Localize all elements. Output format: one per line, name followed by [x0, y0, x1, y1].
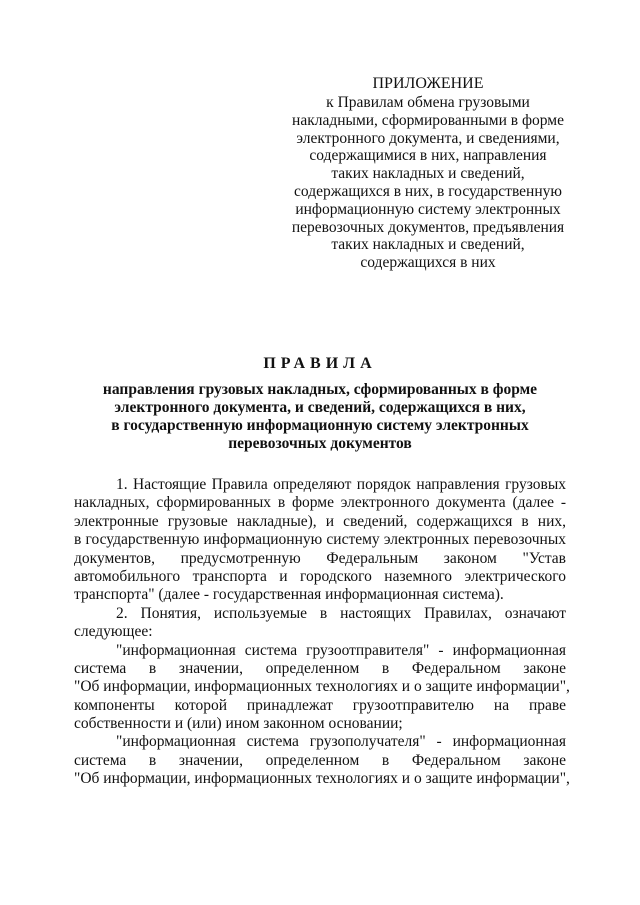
- appendix-line: информационную систему электронных: [295, 200, 561, 218]
- text-line: 1. Настоящие Правила определяют порядок направления грузовых: [116, 476, 566, 493]
- text-line: "информационная система грузоотправителя" - информационная: [116, 641, 566, 659]
- subtitle-line: в государственную информационную систему электронных: [111, 417, 529, 434]
- paragraph-4: [74, 733, 570, 788]
- text-line: система в значении, определенном в Федеральном законе: [74, 659, 566, 677]
- appendix-line: перевозочных документов, предъявления: [291, 218, 565, 236]
- appendix-heading: ПРИЛОЖЕНИЕ: [372, 75, 484, 92]
- text-line: 2. Понятия, используемые в настоящих Правилах, означают: [116, 604, 566, 622]
- rules-subtitle: [74, 381, 566, 453]
- text-line: "информационная система грузополучателя" - информационная: [116, 733, 566, 751]
- text-line: документов, предусмотренную Федеральным законом "Устав: [74, 549, 566, 567]
- appendix-line: содержащихся в них, в государственную: [294, 182, 562, 200]
- appendix-line: накладными, сформированными в форме: [292, 111, 564, 129]
- text-line: электронные грузовые накладные), и сведений, содержащихся в них,: [74, 512, 566, 530]
- paragraph-3: [74, 641, 570, 734]
- text-line: накладных, сформированных в форме электронного документа (далее -: [74, 494, 566, 512]
- appendix-line: содержащихся в них: [360, 254, 496, 272]
- subtitle-line: перевозочных документов: [228, 435, 412, 452]
- paragraph-1: [74, 476, 566, 605]
- appendix-line: к Правилам обмена грузовыми: [326, 94, 530, 111]
- paragraph-2: [74, 605, 566, 642]
- text-line: "Об информации, информационных технологиях и о защите информации",: [74, 678, 570, 696]
- text-line: следующее:: [74, 623, 153, 641]
- rules-title: ПРАВИЛА: [263, 355, 377, 372]
- text-line: транспорта" (далее - государственная информационная система).: [74, 586, 504, 604]
- subtitle-line: направления грузовых накладных, сформированных в форме: [102, 381, 538, 398]
- document-body: [74, 476, 570, 789]
- text-line: в государственную информационную систему электронных перевозочных: [74, 531, 566, 549]
- text-line: компоненты которой принадлежат грузоотправителю на праве: [74, 696, 566, 714]
- appendix-line: электронного документа, и сведениями,: [296, 129, 560, 147]
- text-line: "Об информации, информационных технологиях и о защите информации",: [74, 770, 570, 788]
- appendix-line: таких накладных и сведений,: [331, 165, 525, 183]
- subtitle-line: электронного документа, и сведений, содержащихся в них,: [114, 399, 526, 416]
- appendix-line: таких накладных и сведений,: [331, 236, 525, 254]
- text-line: собственности и (или) ином законном основании;: [74, 715, 403, 733]
- appendix-line: содержащимися в них, направления: [309, 147, 547, 165]
- text-line: автомобильного транспорта и городского наземного электрического: [74, 567, 566, 585]
- appendix-block: [290, 74, 566, 272]
- text-line: система в значении, определенном в Федеральном законе: [74, 751, 566, 769]
